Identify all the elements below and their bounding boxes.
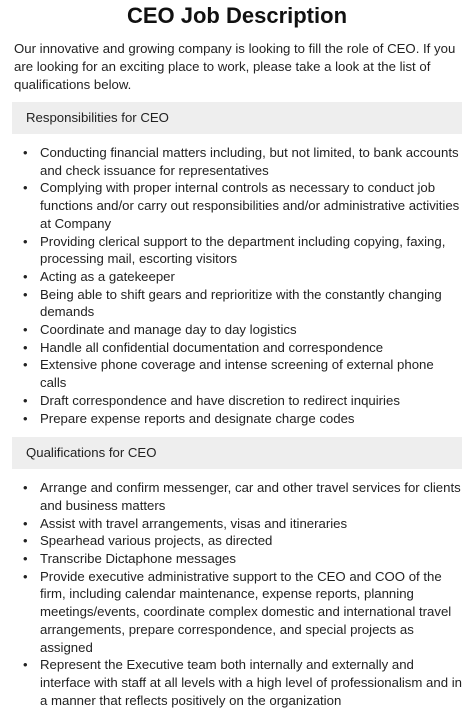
list-item (23, 532, 462, 550)
list-item (23, 656, 462, 709)
qualifications-heading: Qualifications for CEO (12, 437, 462, 469)
intro-paragraph: Our innovative and growing company is looking to fill the role of CEO. If you are looking for an exciting place to work, please take a look at the list of qualifications below. (14, 41, 456, 92)
bullet-icon: • (23, 233, 28, 249)
list-item-text: Spearhead various projects, as directed (40, 533, 273, 549)
list-item (23, 144, 462, 179)
bullet-icon: • (23, 568, 28, 584)
list-item-text: Represent the Executive team both internally and externally and interface with staff at all levels with a high level of professionalism and in a manner that reflects positively on the organization (40, 657, 462, 708)
list-item (23, 268, 462, 286)
bullet-icon: • (23, 657, 28, 673)
list-item (23, 515, 462, 533)
list-item (23, 392, 462, 410)
bullet-icon: • (23, 357, 28, 373)
list-item (23, 568, 462, 657)
list-item (23, 286, 462, 321)
bullet-icon: • (23, 268, 28, 284)
page-title: CEO Job Description (126, 3, 348, 28)
qualifications-list (12, 479, 462, 709)
list-item-text: Prepare expense reports and designate charge codes (40, 410, 355, 426)
bullet-icon: • (23, 480, 28, 496)
bullet-icon: • (23, 533, 28, 549)
bullet-icon: • (23, 286, 28, 302)
list-item-text: Being able to shift gears and reprioritize with the constantly changing demands (40, 286, 442, 320)
list-item-text: Extensive phone coverage and intense screening of external phone calls (40, 357, 434, 391)
list-item (23, 550, 462, 568)
list-item-text: Transcribe Dictaphone messages (40, 551, 236, 567)
list-item-text: Providing clerical support to the department including copying, faxing, processing mail, escorting visitors (40, 233, 446, 267)
responsibilities-heading: Responsibilities for CEO (12, 102, 462, 134)
list-item (23, 479, 462, 514)
list-item-text: Complying with proper internal controls as necessary to conduct job functions and/or carry out responsibilities and/or administrative activities at Company (40, 180, 460, 231)
list-item-text: Conducting financial matters including, but not limited, to bank accounts and check issuance for representatives (40, 145, 459, 178)
list-item-text: Provide executive administrative support to the CEO and COO of the firm, including calendar maintenance, expense reports, planning meetings/events, coordinate complex domestic and international travel arrangements, prepare correspondence, and special projects as assigned (40, 568, 452, 655)
bullet-icon: • (23, 410, 28, 426)
list-item-text: Draft correspondence and have discretion to redirect inquiries (40, 392, 400, 408)
responsibilities-list (12, 144, 462, 427)
list-item-text: Coordinate and manage day to day logistics (40, 322, 297, 338)
bullet-icon: • (23, 322, 28, 338)
bullet-icon: • (23, 515, 28, 531)
list-item (23, 179, 462, 232)
bullet-icon: • (23, 392, 28, 408)
list-item-text: Arrange and confirm messenger, car and other travel services for clients and business matters (40, 480, 461, 513)
list-item-text: Acting as a gatekeeper (40, 268, 175, 284)
list-item (23, 356, 462, 391)
bullet-icon: • (23, 339, 28, 355)
bullet-icon: • (23, 551, 28, 567)
list-item (23, 339, 462, 357)
list-item-text: Handle all confidential documentation and correspondence (40, 339, 384, 355)
job-description-page (0, 2, 474, 709)
list-item (23, 233, 462, 268)
list-item-text: Assist with travel arrangements, visas and itineraries (40, 515, 348, 531)
bullet-icon: • (23, 180, 28, 196)
list-item (23, 321, 462, 339)
bullet-icon: • (23, 145, 28, 160)
list-item (23, 410, 462, 428)
